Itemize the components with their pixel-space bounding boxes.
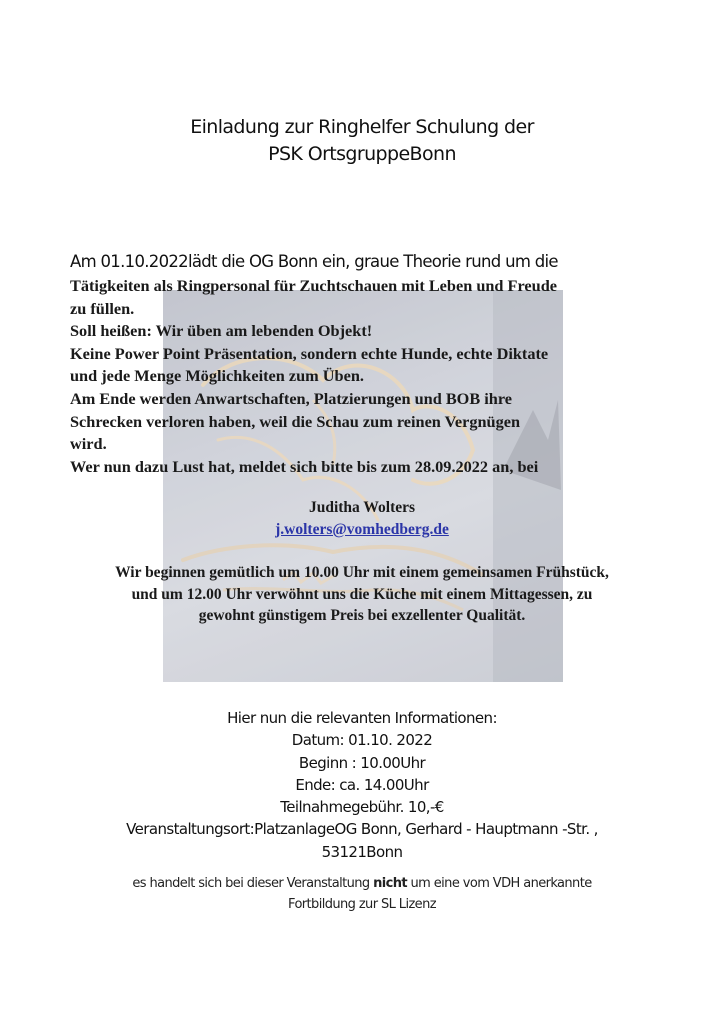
note-emphasis: nicht <box>373 876 407 891</box>
intro-line: Keine Power Point Präsentation, sondern echte Hunde, echte Diktate <box>70 343 549 363</box>
intro-line: Soll heißen: Wir üben am lebenden Objekt! <box>70 321 373 341</box>
schedule-paragraph <box>0 562 724 627</box>
info-heading: Hier nun die relevanten Informationen: <box>227 709 497 727</box>
contact-name: Juditha Wolters <box>308 499 416 516</box>
intro-line: Tätigkeiten als Ringpersonal für Zuchtschauen mit Leben und Freude <box>70 276 557 295</box>
intro-line: und jede Menge Möglichkeiten zum Üben. <box>70 366 364 386</box>
title-line-2: PSK OrtsgruppeBonn <box>268 143 456 165</box>
intro-paragraph <box>70 275 660 478</box>
contact-email-link[interactable]: j.wolters@vomhedberg.de <box>275 521 449 538</box>
contact-block <box>0 497 724 541</box>
schedule-line: gewohnt günstigem Preis bei exzellenter Qualität. <box>198 607 526 624</box>
info-date: Datum: 01.10. 2022 <box>291 731 433 750</box>
disclaimer-note <box>0 873 724 915</box>
event-info-block <box>0 707 724 863</box>
intro-line: Schrecken verloren haben, weil die Schau zum reinen Vergnügen <box>70 411 521 431</box>
page-title <box>0 114 724 168</box>
note-line-1: es handelt sich bei dieser Veranstaltung nicht um eine vom VDH anerkannte <box>132 876 592 891</box>
info-location-postcode: 53121Bonn <box>321 842 403 861</box>
info-location: Veranstaltungsort:PlatzanlageOG Bonn, Gerhard - Hauptmann -Str. , <box>126 820 598 839</box>
intro-line: wird. <box>70 434 107 454</box>
intro-first-line: Am 01.10.2022lädt die OG Bonn ein, graue Theorie rund um die <box>70 252 558 271</box>
title-line-1: Einladung zur Ringhelfer Schulung der <box>190 116 534 138</box>
info-end-time: Ende: ca. 14.00Uhr <box>295 775 429 794</box>
schedule-line: und um 12.00 Uhr verwöhnt uns die Küche mit einem Mittagessen, zu <box>131 585 593 603</box>
schedule-line: Wir beginnen gemütlich um 10.00 Uhr mit einem gemeinsamen Frühstück, <box>115 564 609 581</box>
info-fee: Teilnahmegebühr. 10,-€ <box>280 798 444 817</box>
intro-line: Wer nun dazu Lust hat, meldet sich bitte bis zum 28.09.2022 an, bei <box>70 456 539 476</box>
intro-line: zu füllen. <box>70 298 135 318</box>
intro-line: Am Ende werden Anwartschaften, Platzierungen und BOB ihre <box>70 388 513 408</box>
note-line-2: Fortbildung zur SL Lizenz <box>288 897 436 912</box>
info-start-time: Beginn : 10.00Uhr <box>298 753 426 772</box>
